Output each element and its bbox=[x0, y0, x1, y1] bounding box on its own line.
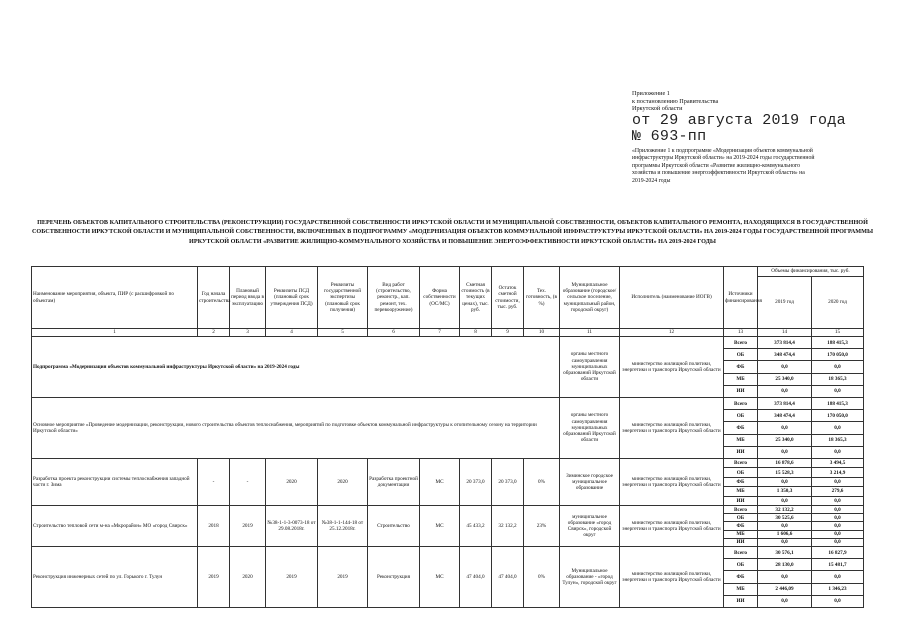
table-row bbox=[32, 547, 864, 608]
header-readiness: Тех. готовность, (в %) bbox=[524, 267, 560, 329]
funding-value: 18 365,3 bbox=[812, 373, 863, 385]
funding-value: 0,0 bbox=[758, 385, 811, 397]
approval-number: № 693-пп bbox=[632, 127, 707, 145]
funding-value: 25 340,0 bbox=[758, 434, 811, 446]
work-type: Разработка проектной документации bbox=[368, 459, 420, 506]
table-row bbox=[32, 398, 864, 459]
funding-value: 15 481,7 bbox=[812, 558, 863, 570]
column-number: 4 bbox=[266, 329, 318, 337]
approval-line-1: Приложение 1 bbox=[632, 90, 670, 97]
funding-value: 0,0 bbox=[812, 385, 863, 397]
annex-note: «Приложение 1 к подпрограмме «Модернизация объектов коммунальной инфраструктуры Иркутской области» на 2019-2024 годы государственной программы Иркутской области «Развитие жилищно-коммунального хозяйства и повышение энергоэффективности Иркутской области» на 2019-2024 годы bbox=[632, 148, 815, 184]
municipality: Муниципальное образование - «город Тулун», городской округ bbox=[560, 547, 620, 608]
funding-value: 0,0 bbox=[758, 570, 811, 582]
objects-table bbox=[31, 266, 864, 608]
funding-value: 373 814,4 bbox=[774, 400, 795, 407]
source-label: ИИ bbox=[724, 385, 757, 397]
column-number: 7 bbox=[420, 329, 460, 337]
source-label: ИИ bbox=[724, 496, 757, 505]
table-row bbox=[32, 337, 864, 398]
column-number-row bbox=[32, 329, 864, 337]
funding-value: 373 814,4 bbox=[774, 339, 795, 346]
column-number: 11 bbox=[560, 329, 620, 337]
source-label: Всего bbox=[734, 400, 747, 407]
work-type: Реконструкция bbox=[368, 547, 420, 608]
row-name: Основное мероприятие «Проведение модернизации, реконструкции, нового строительства объектов теплоснабжения, мероприятий по подготовке объектов коммунальной инфраструктуры к отопительному сезону на территории Иркутской области» bbox=[32, 398, 560, 459]
funding-value: 0,0 bbox=[812, 595, 863, 607]
header-2020: 2020 год bbox=[812, 277, 864, 329]
funding-value: 32 132,2 bbox=[775, 506, 794, 513]
funding-value: 0,0 bbox=[812, 530, 863, 538]
source-label: ОБ bbox=[724, 513, 757, 521]
funding-value: 0,0 bbox=[758, 496, 811, 505]
funding-value: 1 350,3 bbox=[758, 486, 811, 495]
funding-sources bbox=[724, 459, 758, 506]
start-year: 2019 bbox=[198, 547, 230, 608]
funding-value: 348 474,4 bbox=[758, 409, 811, 421]
funding-value: 0,0 bbox=[834, 506, 841, 513]
funding-value: 0,0 bbox=[758, 538, 811, 546]
header-work-type: Вид работ (строительство, реконстр., кап. ремонт, тех. перевооружение) bbox=[368, 267, 420, 329]
funding-value: 348 474,4 bbox=[758, 348, 811, 360]
source-label: Всего bbox=[734, 506, 747, 513]
funding-value: 0,0 bbox=[812, 421, 863, 433]
funding-value: 0,0 bbox=[812, 513, 863, 521]
executor: министерство жилищной политики, энергетики и транспорта Иркутской области bbox=[620, 506, 724, 547]
commission-period: 2019 bbox=[230, 506, 266, 547]
header-commission-period: Плановый период ввода в эксплуатацию bbox=[230, 267, 266, 329]
header-sources: Источники финансирования bbox=[724, 267, 758, 329]
source-label: ИИ bbox=[724, 538, 757, 546]
work-type: Строительство bbox=[368, 506, 420, 547]
funding-value: 16 878,6 bbox=[775, 460, 794, 467]
source-label: ФБ bbox=[724, 421, 757, 433]
ownership: МС bbox=[420, 459, 460, 506]
funding-value: 0,0 bbox=[758, 421, 811, 433]
column-number: 3 bbox=[230, 329, 266, 337]
municipality: органы местного самоуправления муниципальных образований Иркутской области bbox=[560, 337, 620, 398]
source-label: МБ bbox=[724, 583, 757, 595]
funding-value: 0,0 bbox=[812, 538, 863, 546]
column-number: 1 bbox=[32, 329, 198, 337]
funding-value: 0,0 bbox=[812, 521, 863, 529]
source-label: ОБ bbox=[724, 409, 757, 421]
approval-line-3: Иркутской области bbox=[632, 105, 683, 113]
readiness: 23% bbox=[524, 506, 560, 547]
source-label: Всего bbox=[734, 549, 747, 556]
funding-value: 0,0 bbox=[812, 477, 863, 486]
column-number: 6 bbox=[368, 329, 420, 337]
psd-details: №38-1-1-3-0073-18 от 29.08.2018г. bbox=[266, 506, 318, 547]
source-label: ИИ bbox=[724, 446, 757, 458]
funding-value: 25 340,0 bbox=[758, 373, 811, 385]
funding-2020 bbox=[812, 547, 864, 608]
funding-2020 bbox=[812, 506, 864, 547]
column-number: 14 bbox=[758, 329, 812, 337]
start-year: - bbox=[198, 459, 230, 506]
funding-value: 3 494,5 bbox=[829, 460, 846, 467]
row-name: Реконструкция инженерных сетей по ул. Горького г. Тулун bbox=[32, 547, 198, 608]
estimate-cost: 20 373,0 bbox=[460, 459, 492, 506]
column-number: 5 bbox=[318, 329, 368, 337]
source-label: МБ bbox=[724, 530, 757, 538]
ownership: МС bbox=[420, 506, 460, 547]
funding-value: 15 528,3 bbox=[758, 467, 811, 476]
funding-value: 0,0 bbox=[812, 446, 863, 458]
remaining-cost: 20 373,0 bbox=[492, 459, 524, 506]
psd-details: 2019 bbox=[266, 547, 318, 608]
ownership: МС bbox=[420, 547, 460, 608]
estimate-cost: 45 433,2 bbox=[460, 506, 492, 547]
executor: министерство жилищной политики, энергетики и транспорта Иркутской области bbox=[620, 547, 724, 608]
funding-sources bbox=[724, 398, 758, 459]
remaining-cost: 32 132,2 bbox=[492, 506, 524, 547]
table-row bbox=[32, 506, 864, 547]
column-number: 9 bbox=[492, 329, 524, 337]
document-title: ПЕРЕЧЕНЬ ОБЪЕКТОВ КАПИТАЛЬНОГО СТРОИТЕЛЬСТВА (РЕКОНСТРУКЦИИ) ГОСУДАРСТВЕННОЙ СОБСТВЕННОСТИ ИРКУТСКОЙ ОБЛАСТИ И МУНИЦИПАЛЬНОЙ СОБСТВЕННОСТИ, ОБЪЕКТОВ КАПИТАЛЬНОГО РЕМОНТА, НАХОДЯЩИХСЯ В ГОСУДАРСТВЕННОЙ СОБСТВЕННОСТИ ИРКУТСКОЙ ОБЛАСТИ И МУНИЦИПАЛЬНОЙ СОБСТВЕННОСТИ, ВКЛЮЧЕННЫХ В ПОДПРОГРАММУ «МОДЕРНИЗАЦИЯ ОБЪЕКТОВ КОММУНАЛЬНОЙ ИНФРАСТРУКТУРЫ ИРКУТСКОЙ ОБЛАСТИ» НА 2019-2024 ГОДЫ ГОСУДАРСТВЕННОЙ ПРОГРАММЫ ИРКУТСКОЙ ОБЛАСТИ «РАЗВИТИЕ ЖИЛИЩНО-КОММУНАЛЬНОГО ХОЗЯЙСТВА И ПОВЫШЕНИЕ ЭНЕРГОЭФФЕКТИВНОСТИ ИРКУТСКОЙ ОБЛАСТИ» НА 2019-2024 ГОДЫ bbox=[31, 219, 874, 245]
funding-2019 bbox=[758, 398, 812, 459]
approval-line-2: к постановлению Правительства bbox=[632, 97, 719, 105]
column-number: 10 bbox=[524, 329, 560, 337]
executor: министерство жилищной политики, энергетики и транспорта Иркутской области bbox=[620, 337, 724, 398]
column-number: 15 bbox=[812, 329, 864, 337]
approval-date: от 29 августа 2019 года bbox=[632, 111, 846, 129]
funding-sources bbox=[724, 506, 758, 547]
executor: министерство жилищной политики, энергетики и транспорта Иркутской области bbox=[620, 459, 724, 506]
header-estimate: Сметная стоимость (в текущих ценах), тыс. руб. bbox=[460, 267, 492, 329]
source-label: МБ bbox=[724, 373, 757, 385]
commission-period: - bbox=[230, 459, 266, 506]
column-number: 13 bbox=[724, 329, 758, 337]
funding-value: 18 365,3 bbox=[812, 434, 863, 446]
funding-value: 1 346,23 bbox=[812, 583, 863, 595]
funding-value: 170 050,0 bbox=[812, 348, 863, 360]
remaining-cost: 47 404,0 bbox=[492, 547, 524, 608]
funding-value: 0,0 bbox=[758, 477, 811, 486]
source-label: ОБ bbox=[724, 348, 757, 360]
source-label: ОБ bbox=[724, 558, 757, 570]
funding-value: 279,6 bbox=[812, 486, 863, 495]
expertise-details: 2019 bbox=[318, 547, 368, 608]
funding-sources bbox=[724, 547, 758, 608]
source-label: ИИ bbox=[724, 595, 757, 607]
header-start-year: Год начала строительства bbox=[198, 267, 230, 329]
header-2019: 2019 год bbox=[758, 277, 812, 329]
funding-2019 bbox=[758, 337, 812, 398]
start-year: 2018 bbox=[198, 506, 230, 547]
funding-value: 188 415,3 bbox=[827, 339, 848, 346]
funding-value: 0,0 bbox=[812, 496, 863, 505]
funding-2019 bbox=[758, 459, 812, 506]
funding-2019 bbox=[758, 547, 812, 608]
funding-value: 0,0 bbox=[758, 521, 811, 529]
funding-value: 0,0 bbox=[758, 446, 811, 458]
source-label: МБ bbox=[724, 434, 757, 446]
funding-2019 bbox=[758, 506, 812, 547]
funding-value: 0,0 bbox=[812, 570, 863, 582]
source-label: ФБ bbox=[724, 360, 757, 372]
funding-value: 3 214,9 bbox=[812, 467, 863, 476]
row-name: Разработка проекта реконструкции системы теплоснабжения западной части г. Зима bbox=[32, 459, 198, 506]
commission-period: 2020 bbox=[230, 547, 266, 608]
row-name: Подпрограмма «Модернизация объектов коммунальной инфраструктуры Иркутской области» на 2019-2024 годы bbox=[32, 337, 560, 398]
table-row bbox=[32, 459, 864, 506]
row-name: Строительство тепловой сети м-на «Мкрорайон» МО «город Свирск» bbox=[32, 506, 198, 547]
source-label: Всего bbox=[734, 339, 747, 346]
funding-2020 bbox=[812, 337, 864, 398]
expertise-details: №38-1-1-144-18 от 25.12.2018г. bbox=[318, 506, 368, 547]
source-label: Всего bbox=[734, 460, 747, 467]
municipality: муниципальное образование «город Свирск», городской округ bbox=[560, 506, 620, 547]
column-number: 8 bbox=[460, 329, 492, 337]
header-executor: Исполнитель (наименование ИОГВ) bbox=[620, 267, 724, 329]
readiness: 0% bbox=[524, 459, 560, 506]
psd-details: 2020 bbox=[266, 459, 318, 506]
estimate-cost: 47 404,0 bbox=[460, 547, 492, 608]
readiness: 0% bbox=[524, 547, 560, 608]
header-funding-group: Объемы финансирования, тыс. руб. bbox=[758, 267, 864, 277]
header-psd: Реквизиты ПСД (плановый срок утверждения ПСД) bbox=[266, 267, 318, 329]
funding-2020 bbox=[812, 398, 864, 459]
funding-value: 2 446,09 bbox=[758, 583, 811, 595]
source-label: ФБ bbox=[724, 570, 757, 582]
funding-value: 30 525,6 bbox=[758, 513, 811, 521]
source-label: МБ bbox=[724, 486, 757, 495]
funding-value: 0,0 bbox=[812, 360, 863, 372]
funding-value: 1 606,6 bbox=[758, 530, 811, 538]
funding-value: 170 050,0 bbox=[812, 409, 863, 421]
column-number: 2 bbox=[198, 329, 230, 337]
funding-value: 0,0 bbox=[758, 595, 811, 607]
header-municipality: Муниципальное образование (городское/сельское поселение, муниципальный район, городской округ) bbox=[560, 267, 620, 329]
municipality: Зиминское городское муниципальное образование bbox=[560, 459, 620, 506]
funding-value: 0,0 bbox=[758, 360, 811, 372]
header-ownership: Форма собственности (ОС/МС) bbox=[420, 267, 460, 329]
expertise-details: 2020 bbox=[318, 459, 368, 506]
executor: министерство жилищной политики, энергетики и транспорта Иркутской области bbox=[620, 398, 724, 459]
approval-block bbox=[632, 90, 846, 145]
source-label: ФБ bbox=[724, 521, 757, 529]
funding-sources bbox=[724, 337, 758, 398]
header-expertise: Реквизиты государственной экспертизы (плановый срок получения) bbox=[318, 267, 368, 329]
funding-value: 188 415,3 bbox=[827, 400, 848, 407]
municipality: органы местного самоуправления муниципальных образований Иркутской области bbox=[560, 398, 620, 459]
source-label: ФБ bbox=[724, 477, 757, 486]
source-label: ОБ bbox=[724, 467, 757, 476]
funding-2020 bbox=[812, 459, 864, 506]
column-number: 12 bbox=[620, 329, 724, 337]
funding-value: 28 130,0 bbox=[758, 558, 811, 570]
funding-value: 30 576,1 bbox=[775, 549, 794, 556]
header-name: Наименование мероприятия, объекта, ПИР (с расшифровкой по объектам) bbox=[32, 267, 198, 329]
funding-value: 16 827,9 bbox=[828, 549, 847, 556]
header-remainder: Остаток сметной стоимости, тыс. руб. bbox=[492, 267, 524, 329]
